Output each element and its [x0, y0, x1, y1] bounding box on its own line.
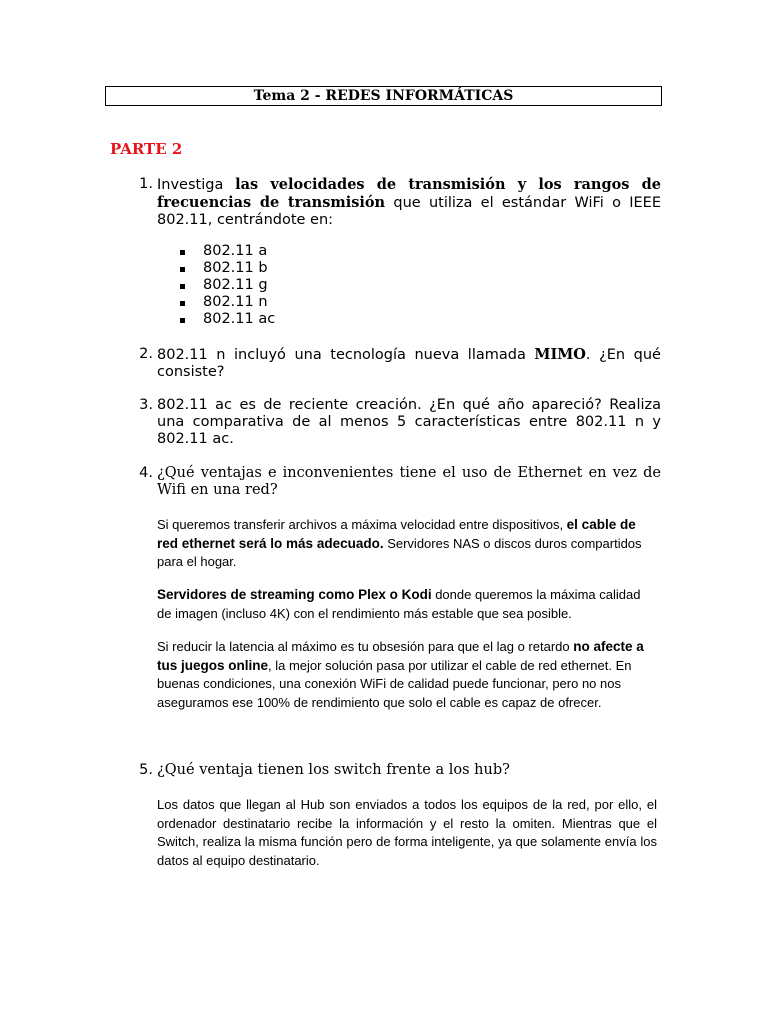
list-item: 802.11 a [178, 243, 275, 260]
question-text: ¿Qué ventajas e inconvenientes tiene el uso de Ethernet en vez de Wifi en una red? [157, 465, 661, 498]
section-heading: PARTE 2 [110, 140, 183, 158]
question-number: 5. [139, 762, 153, 778]
answer-paragraph: Si queremos transferir archivos a máxima velocidad entre dispositivos, el cable de red ethernet será lo más adecuado. Servidores NAS o discos duros compartidos para el hogar. [157, 517, 642, 569]
list-item: 802.11 n [178, 294, 275, 311]
list-item: 802.11 b [178, 260, 275, 277]
question-5 [131, 762, 661, 779]
question-text: 802.11 n incluyó una tecnología nueva llamada MIMO. ¿En qué consiste? [157, 346, 661, 380]
question-number: 3. [139, 397, 153, 413]
standards-list [178, 243, 275, 328]
question-3 [131, 397, 661, 448]
answer-paragraph: Si reducir la latencia al máximo es tu obsesión para que el lag o retardo no afecte a tus juegos online, la mejor solución pasa por utilizar el cable de red ethernet. En buenas condiciones, una conexión WiFi de calidad puede funcionar, pero no nos aseguramos ese 100% de rendimiento que solo el cable es capaz de ofrecer. [157, 639, 644, 710]
question-text: ¿Qué ventaja tienen los switch frente a los hub? [157, 762, 510, 778]
question-1 [131, 176, 661, 229]
question-number: 1. [139, 176, 153, 192]
question-4 [131, 465, 661, 499]
question-text: 802.11 ac es de reciente creación. ¿En qué año apareció? Realiza una comparativa de al menos 5 características entre 802.11 n y 802.11 ac. [157, 397, 661, 447]
list-item: 802.11 g [178, 277, 275, 294]
answer-paragraph: Los datos que llegan al Hub son enviados a todos los equipos de la red, por ello, el ordenador destinatario recibe la información y el resto la omiten. Mientras que el Switch, realiza la misma función pero de forma inteligente, ya que solamente envía los datos al equipo destinatario. [157, 797, 657, 868]
page-title: Tema 2 - REDES INFORMÁTICAS [105, 86, 662, 106]
question-2 [131, 346, 661, 381]
question-number: 4. [139, 465, 153, 481]
question-text: Investiga las velocidades de transmisión y los rangos de frecuencias de transmisión que utiliza el estándar WiFi o IEEE 802.11, centrándote en: [157, 176, 661, 228]
answer-paragraph: Servidores de streaming como Plex o Kodi donde queremos la máxima calidad de imagen (incluso 4K) con el rendimiento más estable que sea posible. [157, 587, 641, 621]
list-item: 802.11 ac [178, 311, 275, 328]
question-number: 2. [139, 346, 153, 362]
